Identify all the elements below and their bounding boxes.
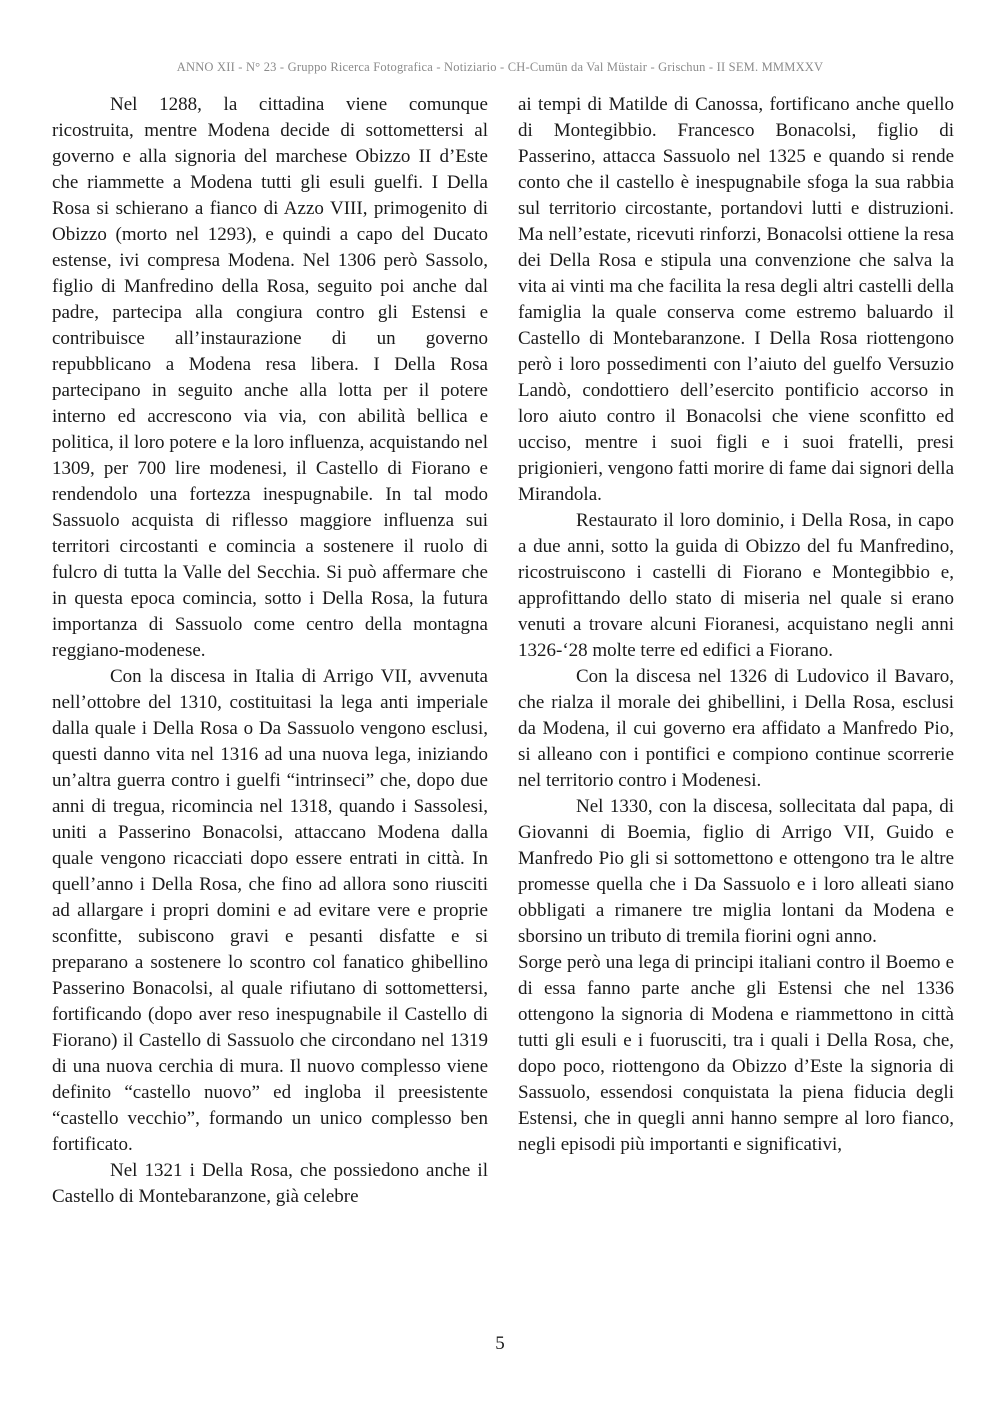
paragraph: Restaurato il loro dominio, i Della Rosa, in capo a due anni, sotto la guida di Obizzo del fu Manfredino, ricostruiscono i castelli di Fiorano e Montegibbio e, approfittando dello stato di miseria nel quale si erano venuti a trovare alcuni Fioranesi, acquistano negli anni 1326-‘28 molte terre ed edifici a Fiorano. bbox=[518, 510, 954, 661]
paragraph: Con la discesa in Italia di Arrigo VII, avvenuta nell’ottobre del 1310, costituitasi la lega anti imperiale dalla quale i Della Rosa o Da Sassuolo vengono esclusi, questi danno vita nel 1316 ad una nuova lega, iniziando un’altra guerra contro i guelfi “intrinseci” che, dopo due anni di tregua, ricomincia nel 1318, quando i Sassolesi, uniti a Passerino Bonacolsi, attaccano Modena dalla quale vengono ricacciati dopo essere entrati in città. In quell’anno i Della Rosa, che fino ad allora sono riusciti ad allargare i propri domini e ad evitare vere e proprie sconfitte, subiscono gravi e pesanti disfatte e si preparano a sostenere lo scontro col fanatico ghibellino Passerino Bonacolsi, al quale rifiutano di sottomettersi, fortificando (dopo aver reso inespugnabile il Castello di Fiorano) il Castello di Sassuolo che circondano nel 1319 di una nuova cerchia di mura. Il nuovo complesso viene definito “castello nuovo” ed ingloba il preesistente “castello vecchio”, formando un unico complesso ben fortificato. bbox=[52, 666, 488, 1155]
left-column bbox=[52, 92, 488, 1210]
paragraph: ai tempi di Matilde di Canossa, fortificano anche quello di Montegibbio. Francesco Bonacolsi, figlio di Passerino, attacca Sassuolo nel 1325 e quando si rende conto che il castello è inespugnabile sfoga la sua rabbia sul territorio circostante, portandovi lutti e distruzioni. Ma nell’estate, ricevuti rinforzi, Bonacolsi ottiene la resa dei Della Rosa e stipula una convenzione che salva la vita ai vinti ma che facilita la resa degli altri castelli della famiglia la quale conserva come estremo baluardo il Castello di Montebaranzone. I Della Rosa riottengono però i loro possedimenti con l’aiuto del guelfo Versuzio Landò, condottiero dell’esercito pontificio accorso in loro aiuto contro il Bonacolsi che viene sconfitto ed ucciso, mentre i suoi figli e i suoi fratelli, presi prigionieri, vengono fatti morire di fame dai signori della Mirandola. bbox=[518, 94, 954, 505]
paragraph: Nel 1330, con la discesa, sollecitata dal papa, di Giovanni di Boemia, figlio di Arrigo VII, Guido e Manfredo Pio gli si sottomettono e ottengono tra le altre promesse quella che i Da Sassuolo e i loro alleati siano obbligati a rimanere tre miglia lontani da Modena e sborsino un tributo di tremila fiorini ogni anno. bbox=[518, 796, 954, 947]
paragraph: Nel 1321 i Della Rosa, che possiedono anche il Castello di Montebaranzone, già celebre bbox=[52, 1160, 488, 1207]
paragraph: Nel 1288, la cittadina viene comunque ricostruita, mentre Modena decide di sottomettersi al governo e alla signoria del marchese Obizzo II d’Este che riammette a Modena tutti gli esuli guelfi. I Della Rosa si schierano a fianco di Azzo VIII, primogenito di Obizzo (morto nel 1293), e quindi a capo del Ducato estense, ivi compresa Modena. Nel 1306 però Sassolo, figlio di Manfredino della Rosa, seguito poi anche dal padre, partecipa alla congiura contro gli Estensi e contribuisce all’instaurazione di un governo repubblicano a Modena resa libera. I Della Rosa partecipano in seguito anche alla lotta per il potere interno ed accrescono via via, con abilità bellica e politica, il loro potere e la loro influenza, acquistando nel 1309, per 700 lire modenesi, il Castello di Fiorano e rendendolo una fortezza inespugnabile. In tal modo Sassuolo acquista di riflesso maggiore influenza sui territori circostanti e comincia a sostenere il ruolo di fulcro di tutta la Valle del Secchia. Si può affermare che in questa epoca comincia, sotto i Della Rosa, la futura importanza di Sassuolo come centro della montagna reggiano-modenese. bbox=[52, 94, 488, 661]
paragraph: Con la discesa nel 1326 di Ludovico il Bavaro, che rialza il morale dei ghibellini, i Della Rosa, esclusi da Modena, il cui governo era affidato a Manfredo Pio, si alleano con i pontifici e compiono continue scorrerie nel territorio contro i Modenesi. bbox=[518, 666, 954, 791]
paragraph: Sorge però una lega di principi italiani contro il Boemo e di essa fanno parte anche gli Estensi che nel 1336 ottengono la signoria di Modena e riammettono in città tutti gli esuli e i fuorusciti, tra i quali i Della Rosa, che, dopo poco, riottengono da Obizzo d’Este la signoria di Sassuolo, essendosi conquistata la piena fiducia degli Estensi, che in quegli anni hanno sempre al loro fianco, negli episodi più importanti e significativi, bbox=[518, 952, 954, 1155]
running-header: ANNO XII - N° 23 - Gruppo Ricerca Fotografica - Notiziario - CH-Cumün da Val Müstair - Grischun - II SEM. MMMXXV bbox=[176, 60, 824, 74]
right-column bbox=[518, 92, 954, 1158]
page-number: 5 bbox=[495, 1333, 505, 1354]
